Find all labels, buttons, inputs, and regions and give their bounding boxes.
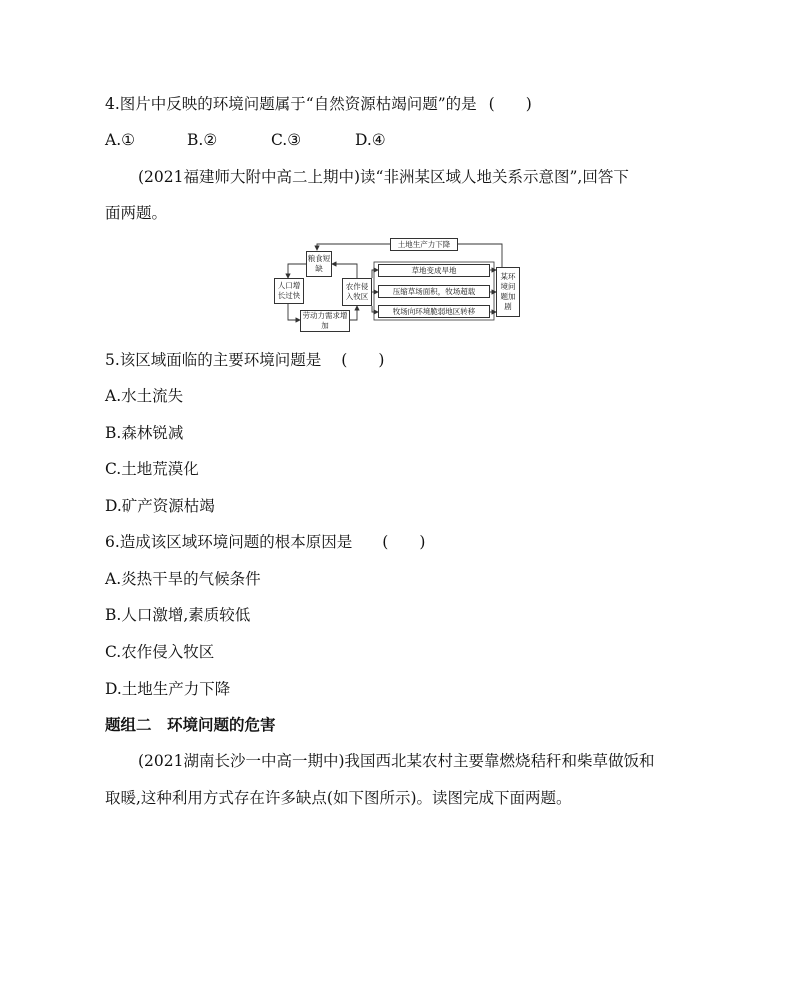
q4-options (105, 130, 386, 150)
q6-stem-text: 6.造成该区域环境问题的根本原因是 (105, 533, 353, 551)
intro2-line1: (2021湖南长沙一中高一期中)我国西北某农村主要靠燃烧秸秆和柴草做饭和 (138, 752, 655, 770)
q6-option-a: A.炎热干旱的气候条件 (105, 570, 261, 588)
q6-answer-blank: ( ) (382, 533, 426, 551)
q5-stem-text: 5.该区域面临的主要环境问题是 (105, 351, 322, 369)
q6-option-d: D.土地生产力下降 (105, 680, 231, 698)
q5-option-c: C.土地荒漠化 (105, 460, 199, 478)
q6-stem (105, 532, 425, 552)
q5-option-d: D.矿产资源枯竭 (105, 497, 215, 515)
q4-option-b: B.② (187, 131, 218, 149)
q4-stem-text: 4.图片中反映的环境问题属于“自然资源枯竭问题”的是 (105, 95, 477, 113)
diagram-box-labor-demand: 劳动力需求增加 (300, 310, 350, 332)
human-land-relationship-diagram (270, 234, 532, 334)
q4-answer-blank: ( ) (488, 95, 532, 113)
diagram-box-population-growth: 人口增长过快 (274, 278, 304, 304)
q4-option-a: A.① (105, 131, 136, 149)
q5-option-a: A.水土流失 (105, 387, 184, 405)
diagram-box-problem-intensified: 某环境问题加剧 (496, 267, 520, 317)
group2-heading: 题组二 环境问题的危害 (105, 716, 276, 734)
q5-stem (105, 350, 384, 370)
q4-option-d: D.④ (355, 131, 386, 149)
diagram-box-grain-shortage: 粮食短缺 (306, 251, 332, 277)
q5-option-b: B.森林锐减 (105, 424, 184, 442)
intro1-line2: 面两题。 (105, 204, 168, 222)
diagram-box-step-3: 牧场向环境脆弱地区转移 (378, 305, 490, 318)
q6-option-c: C.农作侵入牧区 (105, 643, 215, 661)
intro2-line2: 取暖,这种利用方式存在许多缺点(如下图所示)。读图完成下面两题。 (105, 789, 572, 807)
q4-option-c: C.③ (271, 131, 302, 149)
diagram-box-farming-invasion: 农作侵入牧区 (342, 278, 372, 306)
diagram-box-step-2: 压缩草场面积，牧场超载 (378, 285, 490, 298)
q5-answer-blank: ( ) (341, 351, 385, 369)
diagram-box-step-1: 草地变成旱地 (378, 264, 490, 277)
q4-stem (105, 94, 532, 114)
intro1-line1: (2021福建师大附中高二上期中)读“非洲某区域人地关系示意图”,回答下 (138, 168, 629, 186)
diagram-box-productivity-decline: 土地生产力下降 (390, 238, 458, 251)
q6-option-b: B.人口激增,素质较低 (105, 606, 251, 624)
